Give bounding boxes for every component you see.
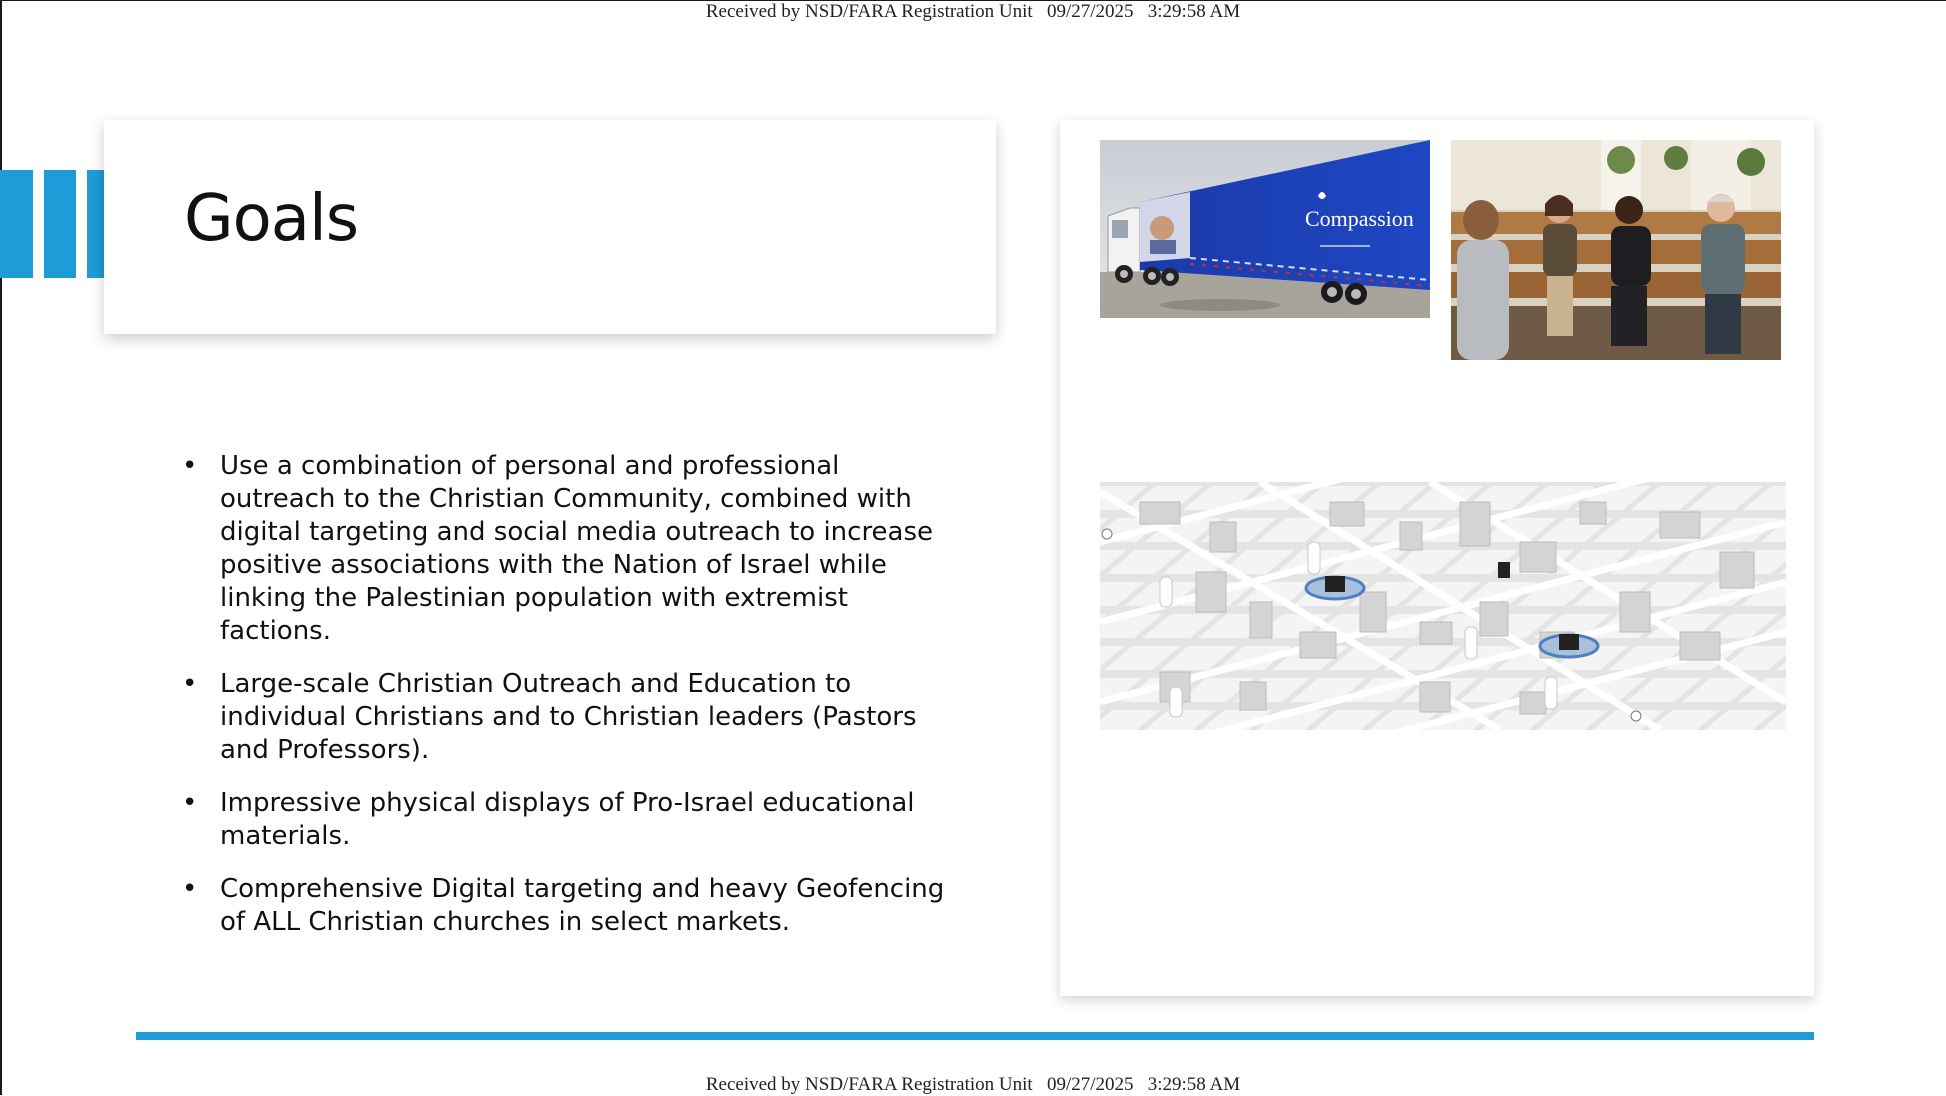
bullet-icon: • (182, 874, 198, 904)
goal-text: Large-scale Christian Outreach and Education to individual Christians and to Christian leaders (Pastors and Professors). (220, 669, 917, 765)
truck-photo (1100, 140, 1430, 318)
accent-bars (0, 170, 104, 278)
geofencing-map-image (1100, 482, 1786, 730)
bullet-icon: • (182, 451, 198, 481)
goal-item (182, 787, 952, 853)
title-card (104, 120, 996, 334)
bullet-icon: • (182, 669, 198, 699)
compassion-logo-text: Compassion (1305, 206, 1414, 231)
registration-stamp-bottom: Received by NSD/FARA Registration Unit 09/27/2025 3:29:58 AM (705, 1074, 1241, 1095)
goal-text: Use a combination of personal and professional outreach to the Christian Community, combined with digital targeting and social media outreach to increase positive associations with the Nation of Israel while linking the Palestinian population with extremist factions. (220, 451, 934, 646)
registration-stamp-top: Received by NSD/FARA Registration Unit 09/27/2025 3:29:58 AM (705, 1, 1241, 22)
goals-list (182, 450, 952, 959)
accent-bar (0, 170, 33, 278)
footer-accent-line (136, 1032, 1814, 1040)
bullet-icon: • (182, 788, 198, 818)
goal-item (182, 450, 952, 648)
goal-text: Impressive physical displays of Pro-Israel educational materials. (220, 788, 915, 851)
goal-item (182, 873, 952, 939)
church-meeting-photo (1451, 140, 1781, 360)
accent-bar (44, 170, 76, 278)
slide-title: Goals (184, 182, 359, 256)
accent-bar (87, 170, 104, 278)
goal-item (182, 668, 952, 767)
image-panel (1060, 120, 1814, 996)
goal-text: Comprehensive Digital targeting and heavy Geofencing of ALL Christian churches in select markets. (220, 874, 945, 937)
